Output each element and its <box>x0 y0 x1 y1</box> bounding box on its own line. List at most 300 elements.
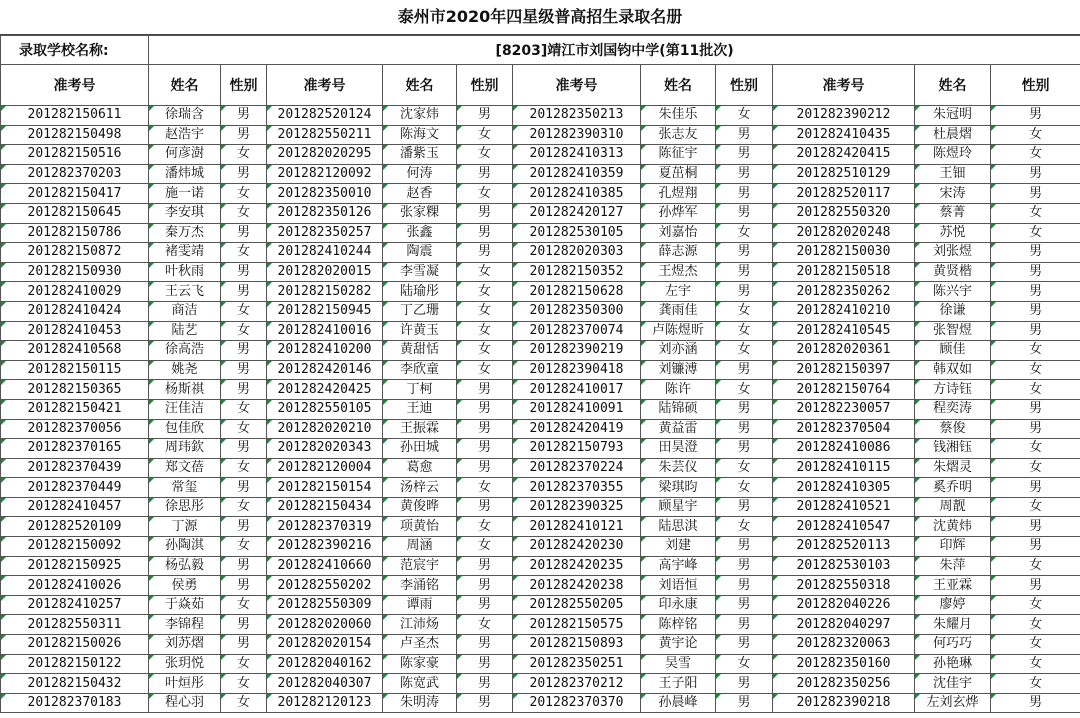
exam-id-cell: 201282040226 <box>773 595 915 615</box>
gender-cell: 女 <box>991 497 1080 517</box>
exam-id-cell: 201282410424 <box>1 301 149 321</box>
gender-cell: 女 <box>716 380 773 400</box>
gender-cell: 女 <box>221 419 267 439</box>
name-cell: 张智煜 <box>915 321 991 341</box>
table-row <box>1 301 1080 321</box>
exam-id-cell: 201282150925 <box>1 556 149 576</box>
exam-id-cell: 201282150611 <box>1 106 149 126</box>
gender-cell: 男 <box>221 106 267 126</box>
name-cell: 沈家炜 <box>383 106 457 126</box>
table-row <box>1 282 1080 302</box>
table-row <box>1 262 1080 282</box>
exam-id-cell: 201282370319 <box>267 517 383 537</box>
col-header-gender: 性别 <box>221 65 267 106</box>
exam-id-cell: 201282530103 <box>773 556 915 576</box>
name-cell: 韩双如 <box>915 360 991 380</box>
exam-id-cell: 201282150518 <box>773 262 915 282</box>
exam-id-cell: 201282150030 <box>773 243 915 263</box>
exam-id-cell: 201282150282 <box>267 282 383 302</box>
name-cell: 徐谦 <box>915 301 991 321</box>
exam-id-cell: 201282550202 <box>267 576 383 596</box>
exam-id-cell: 201282230057 <box>773 399 915 419</box>
col-header-name: 姓名 <box>915 65 991 106</box>
exam-id-cell: 201282410200 <box>267 341 383 361</box>
gender-cell: 女 <box>221 693 267 713</box>
exam-id-cell: 201282370212 <box>513 674 641 694</box>
gender-cell: 男 <box>716 674 773 694</box>
table-row <box>1 125 1080 145</box>
gender-cell: 男 <box>457 164 513 184</box>
gender-cell: 女 <box>221 458 267 478</box>
exam-id-cell: 201282420127 <box>513 203 641 223</box>
exam-id-cell: 201282390218 <box>773 693 915 713</box>
name-cell: 左宇 <box>641 282 716 302</box>
exam-id-cell: 201282410257 <box>1 595 149 615</box>
name-cell: 范宸宇 <box>383 556 457 576</box>
name-cell: 朱芸仪 <box>641 458 716 478</box>
name-cell: 何涛 <box>383 164 457 184</box>
exam-id-cell: 201282410305 <box>773 478 915 498</box>
school-row <box>1 36 1080 65</box>
table-row <box>1 145 1080 165</box>
gender-cell: 男 <box>457 595 513 615</box>
header-row <box>1 65 1080 106</box>
exam-id-cell: 201282320063 <box>773 635 915 655</box>
name-cell: 陈许 <box>641 380 716 400</box>
name-cell: 周涵 <box>383 537 457 557</box>
gender-cell: 女 <box>457 184 513 204</box>
gender-cell: 男 <box>991 301 1080 321</box>
gender-cell: 女 <box>716 321 773 341</box>
exam-id-cell: 201282370165 <box>1 439 149 459</box>
exam-id-cell: 201282120123 <box>267 693 383 713</box>
table-row <box>1 341 1080 361</box>
exam-id-cell: 201282370183 <box>1 693 149 713</box>
name-cell: 秦万杰 <box>149 223 221 243</box>
name-cell: 赵浩宇 <box>149 125 221 145</box>
exam-id-cell: 201282410385 <box>513 184 641 204</box>
table-row <box>1 439 1080 459</box>
gender-cell: 女 <box>991 674 1080 694</box>
exam-id-cell: 201282410026 <box>1 576 149 596</box>
exam-id-cell: 201282150516 <box>1 145 149 165</box>
gender-cell: 女 <box>991 360 1080 380</box>
table-row <box>1 537 1080 557</box>
gender-cell: 男 <box>221 341 267 361</box>
col-header-exam-id: 准考号 <box>513 65 641 106</box>
name-cell: 张玥悦 <box>149 654 221 674</box>
name-cell: 李涌铭 <box>383 576 457 596</box>
col-header-gender: 性别 <box>716 65 773 106</box>
gender-cell: 男 <box>457 458 513 478</box>
gender-cell: 男 <box>716 262 773 282</box>
gender-cell: 女 <box>991 125 1080 145</box>
exam-id-cell: 201282020248 <box>773 223 915 243</box>
name-cell: 周玮欽 <box>149 439 221 459</box>
gender-cell: 女 <box>991 145 1080 165</box>
name-cell: 刘张煜 <box>915 243 991 263</box>
col-header-exam-id: 准考号 <box>773 65 915 106</box>
gender-cell: 男 <box>221 517 267 537</box>
exam-id-cell: 201282550320 <box>773 203 915 223</box>
gender-cell: 女 <box>457 301 513 321</box>
exam-id-cell: 201282420415 <box>773 145 915 165</box>
name-cell: 黄俊晔 <box>383 497 457 517</box>
gender-cell: 女 <box>221 537 267 557</box>
exam-id-cell: 201282370449 <box>1 478 149 498</box>
gender-cell: 男 <box>991 537 1080 557</box>
name-cell: 孙烨军 <box>641 203 716 223</box>
name-cell: 汪佳洁 <box>149 399 221 419</box>
name-cell: 陆思淇 <box>641 517 716 537</box>
gender-cell: 男 <box>457 576 513 596</box>
table-row <box>1 203 1080 223</box>
gender-cell: 男 <box>991 693 1080 713</box>
gender-cell: 男 <box>457 439 513 459</box>
exam-id-cell: 201282410121 <box>513 517 641 537</box>
exam-id-cell: 201282410547 <box>773 517 915 537</box>
exam-id-cell: 201282350257 <box>267 223 383 243</box>
name-cell: 黄益雷 <box>641 419 716 439</box>
exam-id-cell: 201282150628 <box>513 282 641 302</box>
gender-cell: 男 <box>457 243 513 263</box>
gender-cell: 男 <box>457 635 513 655</box>
exam-id-cell: 201282150645 <box>1 203 149 223</box>
exam-id-cell: 201282390212 <box>773 106 915 126</box>
exam-id-cell: 201282120092 <box>267 164 383 184</box>
exam-id-cell: 201282420230 <box>513 537 641 557</box>
exam-id-cell: 201282370370 <box>513 693 641 713</box>
table-row <box>1 106 1080 126</box>
gender-cell: 男 <box>457 556 513 576</box>
name-cell: 陈宽武 <box>383 674 457 694</box>
name-cell: 卢圣杰 <box>383 635 457 655</box>
gender-cell: 男 <box>716 419 773 439</box>
exam-id-cell: 201282150945 <box>267 301 383 321</box>
name-cell: 何彦澍 <box>149 145 221 165</box>
exam-id-cell: 201282150365 <box>1 380 149 400</box>
name-cell: 杨斯祺 <box>149 380 221 400</box>
table-row <box>1 478 1080 498</box>
gender-cell: 男 <box>716 125 773 145</box>
exam-id-cell: 201282410115 <box>773 458 915 478</box>
gender-cell: 男 <box>221 635 267 655</box>
exam-id-cell: 201282370056 <box>1 419 149 439</box>
name-cell: 徐高浩 <box>149 341 221 361</box>
gender-cell: 女 <box>457 145 513 165</box>
gender-cell: 女 <box>457 615 513 635</box>
name-cell: 刘建 <box>641 537 716 557</box>
exam-id-cell: 201282150930 <box>1 262 149 282</box>
gender-cell: 女 <box>457 537 513 557</box>
gender-cell: 女 <box>991 458 1080 478</box>
gender-cell: 女 <box>457 478 513 498</box>
exam-id-cell: 201282370203 <box>1 164 149 184</box>
table-row <box>1 321 1080 341</box>
exam-id-cell: 201282530105 <box>513 223 641 243</box>
name-cell: 陆艺 <box>149 321 221 341</box>
gender-cell: 女 <box>457 125 513 145</box>
name-cell: 蔡俊 <box>915 419 991 439</box>
gender-cell: 男 <box>716 497 773 517</box>
gender-cell: 男 <box>716 282 773 302</box>
gender-cell: 男 <box>457 693 513 713</box>
gender-cell: 女 <box>991 595 1080 615</box>
name-cell: 龚雨佳 <box>641 301 716 321</box>
name-cell: 朱熠灵 <box>915 458 991 478</box>
exam-id-cell: 201282550309 <box>267 595 383 615</box>
gender-cell: 女 <box>716 478 773 498</box>
gender-cell: 女 <box>991 439 1080 459</box>
name-cell: 刘亦涵 <box>641 341 716 361</box>
name-cell: 印永康 <box>641 595 716 615</box>
gender-cell: 男 <box>221 478 267 498</box>
exam-id-cell: 201282550311 <box>1 615 149 635</box>
gender-cell: 女 <box>991 380 1080 400</box>
exam-id-cell: 201282150432 <box>1 674 149 694</box>
name-cell: 刘语恒 <box>641 576 716 596</box>
exam-id-cell: 201282550318 <box>773 576 915 596</box>
name-cell: 陈征宇 <box>641 145 716 165</box>
exam-id-cell: 201282150786 <box>1 223 149 243</box>
gender-cell: 男 <box>716 360 773 380</box>
gender-cell: 女 <box>991 615 1080 635</box>
name-cell: 潘紫玉 <box>383 145 457 165</box>
gender-cell: 男 <box>716 439 773 459</box>
gender-cell: 男 <box>991 282 1080 302</box>
name-cell: 田昊澄 <box>641 439 716 459</box>
gender-cell: 男 <box>991 164 1080 184</box>
exam-id-cell: 201282420146 <box>267 360 383 380</box>
table-row <box>1 380 1080 400</box>
exam-id-cell: 201282370504 <box>773 419 915 439</box>
exam-id-cell: 201282020015 <box>267 262 383 282</box>
name-cell: 于焱茹 <box>149 595 221 615</box>
exam-id-cell: 201282350262 <box>773 282 915 302</box>
name-cell: 陈海文 <box>383 125 457 145</box>
gender-cell: 男 <box>457 203 513 223</box>
gender-cell: 男 <box>457 223 513 243</box>
exam-id-cell: 201282020303 <box>513 243 641 263</box>
col-header-exam-id: 准考号 <box>267 65 383 106</box>
gender-cell: 男 <box>221 262 267 282</box>
table-row <box>1 419 1080 439</box>
gender-cell: 女 <box>221 497 267 517</box>
gender-cell: 女 <box>221 184 267 204</box>
exam-id-cell: 201282410091 <box>513 399 641 419</box>
gender-cell: 女 <box>716 654 773 674</box>
exam-id-cell: 201282150115 <box>1 360 149 380</box>
name-cell: 朱佳乐 <box>641 106 716 126</box>
name-cell: 朱萍 <box>915 556 991 576</box>
gender-cell: 女 <box>221 301 267 321</box>
name-cell: 张鑫 <box>383 223 457 243</box>
exam-id-cell: 201282350256 <box>773 674 915 694</box>
exam-id-cell: 201282410453 <box>1 321 149 341</box>
gender-cell: 男 <box>221 223 267 243</box>
name-cell: 姚尧 <box>149 360 221 380</box>
gender-cell: 男 <box>716 576 773 596</box>
name-cell: 丁柯 <box>383 380 457 400</box>
gender-cell: 男 <box>716 635 773 655</box>
name-cell: 李欣童 <box>383 360 457 380</box>
gender-cell: 男 <box>716 145 773 165</box>
exam-id-cell: 201282150893 <box>513 635 641 655</box>
exam-id-cell: 201282150417 <box>1 184 149 204</box>
name-cell: 孙晨峰 <box>641 693 716 713</box>
name-cell: 黄宇论 <box>641 635 716 655</box>
exam-id-cell: 201282020210 <box>267 419 383 439</box>
gender-cell: 女 <box>457 282 513 302</box>
name-cell: 李锦程 <box>149 615 221 635</box>
name-cell: 夏茁桐 <box>641 164 716 184</box>
gender-cell: 男 <box>716 693 773 713</box>
exam-id-cell: 201282350213 <box>513 106 641 126</box>
gender-cell: 男 <box>221 380 267 400</box>
gender-cell: 男 <box>716 243 773 263</box>
exam-id-cell: 201282410457 <box>1 497 149 517</box>
gender-cell: 女 <box>221 145 267 165</box>
gender-cell: 男 <box>221 282 267 302</box>
exam-id-cell: 201282150575 <box>513 615 641 635</box>
name-cell: 褚雯靖 <box>149 243 221 263</box>
name-cell: 卢陈煜昕 <box>641 321 716 341</box>
exam-id-cell: 201282390325 <box>513 497 641 517</box>
name-cell: 王煜杰 <box>641 262 716 282</box>
exam-id-cell: 201282410313 <box>513 145 641 165</box>
name-cell: 方诗钰 <box>915 380 991 400</box>
gender-cell: 男 <box>457 674 513 694</box>
exam-id-cell: 201282350010 <box>267 184 383 204</box>
table-row <box>1 164 1080 184</box>
col-header-name: 姓名 <box>383 65 457 106</box>
gender-cell: 男 <box>221 164 267 184</box>
exam-id-cell: 201282020343 <box>267 439 383 459</box>
exam-id-cell: 201282370074 <box>513 321 641 341</box>
gender-cell: 男 <box>221 615 267 635</box>
name-cell: 丁乙珊 <box>383 301 457 321</box>
admission-table <box>0 35 1080 713</box>
exam-id-cell: 201282390216 <box>267 537 383 557</box>
name-cell: 黄甜恬 <box>383 341 457 361</box>
gender-cell: 男 <box>457 654 513 674</box>
name-cell: 王钿 <box>915 164 991 184</box>
gender-cell: 男 <box>457 399 513 419</box>
name-cell: 王云飞 <box>149 282 221 302</box>
gender-cell: 女 <box>221 595 267 615</box>
name-cell: 孙陶淇 <box>149 537 221 557</box>
sheet-title: 泰州市2020年四星级普高招生录取名册 <box>0 0 1080 35</box>
exam-id-cell: 201282020361 <box>773 341 915 361</box>
name-cell: 侯勇 <box>149 576 221 596</box>
exam-id-cell: 201282020154 <box>267 635 383 655</box>
name-cell: 常玺 <box>149 478 221 498</box>
exam-id-cell: 201282120004 <box>267 458 383 478</box>
table-row <box>1 184 1080 204</box>
gender-cell: 女 <box>457 321 513 341</box>
gender-cell: 女 <box>716 517 773 537</box>
name-cell: 汤梓云 <box>383 478 457 498</box>
exam-id-cell: 201282020060 <box>267 615 383 635</box>
exam-id-cell: 201282150872 <box>1 243 149 263</box>
name-cell: 黄贤楷 <box>915 262 991 282</box>
name-cell: 施一诺 <box>149 184 221 204</box>
gender-cell: 女 <box>991 556 1080 576</box>
gender-cell: 女 <box>991 654 1080 674</box>
name-cell: 何巧巧 <box>915 635 991 655</box>
table-row <box>1 635 1080 655</box>
name-cell: 薛志源 <box>641 243 716 263</box>
name-cell: 陆锦硕 <box>641 399 716 419</box>
table-row <box>1 458 1080 478</box>
name-cell: 梁琪昀 <box>641 478 716 498</box>
name-cell: 顾星宇 <box>641 497 716 517</box>
exam-id-cell: 201282390219 <box>513 341 641 361</box>
name-cell: 王振霖 <box>383 419 457 439</box>
table-row <box>1 497 1080 517</box>
gender-cell: 女 <box>221 321 267 341</box>
name-cell: 奚乔明 <box>915 478 991 498</box>
gender-cell: 女 <box>221 243 267 263</box>
gender-cell: 女 <box>716 106 773 126</box>
name-cell: 高宇峰 <box>641 556 716 576</box>
name-cell: 谭雨 <box>383 595 457 615</box>
gender-cell: 女 <box>991 203 1080 223</box>
exam-id-cell: 201282350251 <box>513 654 641 674</box>
name-cell: 徐瑞含 <box>149 106 221 126</box>
name-cell: 王亚霖 <box>915 576 991 596</box>
exam-id-cell: 201282350126 <box>267 203 383 223</box>
col-header-name: 姓名 <box>149 65 221 106</box>
name-cell: 李雪凝 <box>383 262 457 282</box>
name-cell: 陶震 <box>383 243 457 263</box>
name-cell: 刘苏熠 <box>149 635 221 655</box>
name-cell: 商洁 <box>149 301 221 321</box>
name-cell: 印辉 <box>915 537 991 557</box>
gender-cell: 男 <box>991 576 1080 596</box>
gender-cell: 女 <box>457 262 513 282</box>
exam-id-cell: 201282150122 <box>1 654 149 674</box>
exam-id-cell: 201282410210 <box>773 301 915 321</box>
gender-cell: 女 <box>991 223 1080 243</box>
gender-cell: 女 <box>221 674 267 694</box>
name-cell: 徐思彤 <box>149 497 221 517</box>
gender-cell: 男 <box>716 615 773 635</box>
table-row <box>1 556 1080 576</box>
exam-id-cell: 201282510129 <box>773 164 915 184</box>
table-row <box>1 223 1080 243</box>
exam-id-cell: 201282040297 <box>773 615 915 635</box>
name-cell: 朱冠明 <box>915 106 991 126</box>
name-cell: 陆瑜彤 <box>383 282 457 302</box>
name-cell: 廖婷 <box>915 595 991 615</box>
name-cell: 周靓 <box>915 497 991 517</box>
table-body <box>1 106 1080 713</box>
name-cell: 蔡菁 <box>915 203 991 223</box>
exam-id-cell: 201282520117 <box>773 184 915 204</box>
col-header-exam-id: 准考号 <box>1 65 149 106</box>
name-cell: 王子阳 <box>641 674 716 694</box>
gender-cell: 女 <box>221 399 267 419</box>
gender-cell: 女 <box>457 360 513 380</box>
name-cell: 孔煜翔 <box>641 184 716 204</box>
name-cell: 苏悦 <box>915 223 991 243</box>
gender-cell: 男 <box>716 556 773 576</box>
name-cell: 陈梓铭 <box>641 615 716 635</box>
school-label: 录取学校名称: <box>1 36 149 65</box>
exam-id-cell: 201282420419 <box>513 419 641 439</box>
gender-cell: 女 <box>221 203 267 223</box>
